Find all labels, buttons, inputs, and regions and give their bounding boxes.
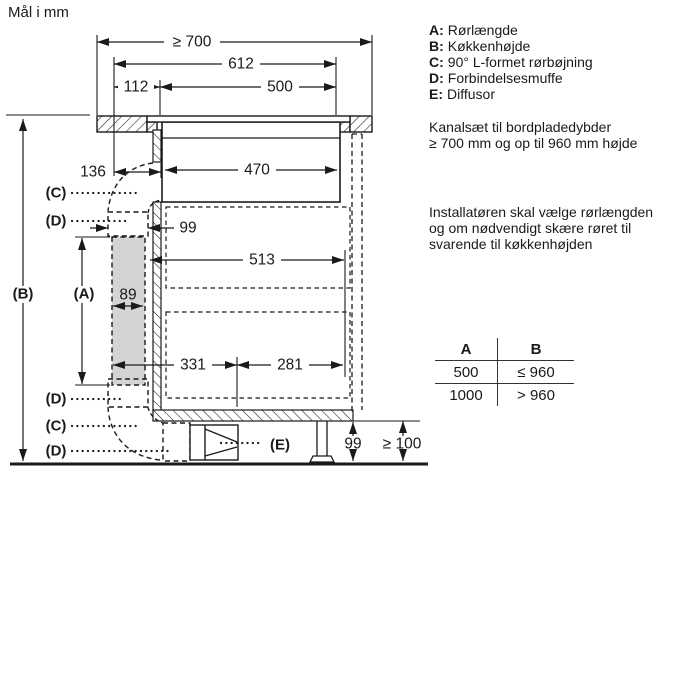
legend-key-c: C: (429, 54, 444, 70)
legend-label-d: Forbindelsesmuffe (447, 70, 563, 86)
size-table-cell-2b: > 960 (498, 384, 575, 407)
size-table-row-2 (435, 384, 574, 407)
sleeve-top (108, 212, 148, 236)
legend-key-e: E: (429, 86, 443, 102)
dim-clear-left: 331 (180, 356, 206, 374)
size-table-header-a: A (435, 338, 498, 361)
size-table-cell-2a: 1000 (449, 386, 483, 404)
cabinet-bottom-panel (153, 410, 353, 421)
size-table-row-1 (435, 361, 574, 384)
note-installer-line1: Installatøren skal vælge rørlængden (429, 204, 654, 220)
installation-diagram (0, 0, 430, 480)
legend-item-d (429, 70, 593, 86)
dim-pipe-depth: 89 (119, 286, 137, 304)
legend-key-a: A: (429, 22, 444, 38)
dim-clear-right: 281 (277, 356, 303, 374)
note-installer (429, 204, 653, 252)
sleeve-outlet (163, 423, 190, 461)
label-e: (E) (270, 436, 290, 454)
legend-key-d: D: (429, 70, 444, 86)
dim-plinth-height: 99 (344, 435, 362, 453)
hob-intake-strip (153, 130, 161, 162)
cabinet-leg (310, 421, 334, 462)
label-b: (B) (12, 285, 34, 303)
note-installer-line3: svarende til køkkenhøjden (429, 236, 593, 252)
note-kit (429, 119, 637, 151)
cabinet-front-dashed (352, 134, 362, 410)
legend-label-a: Rørlængde (447, 22, 518, 38)
upper-bend-outer (108, 163, 153, 211)
note-installer-line2: og om nødvendigt skære røret til (429, 220, 632, 236)
note-kit-line1: Kanalsæt til bordpladedybder (429, 119, 612, 135)
legend-label-c: 90° L-formet rørbøjning (447, 54, 593, 70)
label-a: (A) (73, 285, 95, 303)
duct-pipe (112, 237, 145, 385)
label-d-top: (D) (45, 212, 67, 230)
dim-cutout-width: 500 (267, 78, 293, 96)
size-table-header-b: B (498, 338, 575, 361)
note-kit-line2: ≥ 700 mm og op til 960 mm højde (429, 135, 638, 151)
legend-item-e (429, 86, 593, 102)
label-d-bottom: (D) (45, 442, 67, 460)
dim-inner-depth: 513 (249, 251, 275, 269)
size-table (435, 338, 574, 406)
legend-label-e: Diffusor (447, 86, 495, 102)
label-d-mid: (D) (45, 390, 67, 408)
legend-item-b (429, 38, 593, 54)
legend-key-b: B: (429, 38, 444, 54)
cabinet-back-panel (153, 202, 161, 412)
size-table-container (435, 338, 574, 406)
size-table-cell-1b: ≤ 960 (498, 361, 575, 384)
size-table-header-row (435, 338, 574, 361)
dim-body-width: 470 (244, 161, 270, 179)
hob (147, 116, 350, 202)
dim-total-width: ≥ 700 (172, 33, 212, 51)
dim-hob-width: 612 (228, 55, 254, 73)
label-c-top: (C) (45, 184, 67, 202)
label-c-bottom: (C) (45, 417, 67, 435)
dim-offset-left: 112 (123, 78, 149, 96)
legend (429, 22, 593, 102)
legend-item-a (429, 22, 593, 38)
dim-bend-depth: 136 (80, 163, 106, 181)
size-table-cell-1a: 500 (435, 361, 498, 384)
extension-lines (6, 35, 420, 421)
hob-glass-top (147, 116, 350, 122)
dim-duct-depth-top: 99 (179, 219, 197, 237)
dim-floor-clearance: ≥ 100 (382, 435, 422, 453)
legend-item-c (429, 54, 593, 70)
units-title: Mål i mm (8, 4, 69, 21)
legend-label-b: Køkkenhøjde (447, 38, 531, 54)
